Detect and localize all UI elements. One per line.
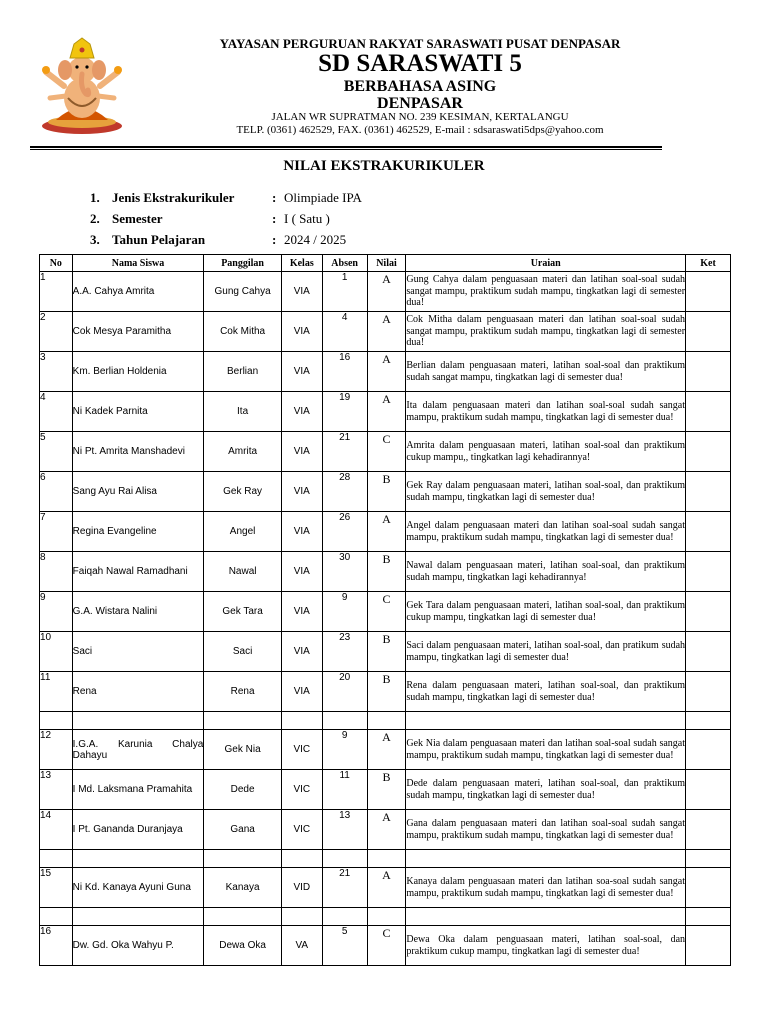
table-row [40, 810, 731, 850]
cell-description: Nawal dalam penguasaan materi, latihan soal-soal, dan praktikum sudah mampu, tingkatkan lagi kehadirannya! [406, 552, 686, 592]
cell-attendance-number: 9 [322, 592, 367, 632]
cell-class: VIA [281, 512, 322, 552]
cell-student-name: I Md. Laksmana Pramahita [72, 770, 204, 810]
cell-attendance-number: 21 [322, 868, 367, 908]
cell-class: VIA [281, 672, 322, 712]
header-divider [30, 146, 662, 148]
ganesha-logo-icon [38, 36, 126, 136]
cell-nickname: Amrita [204, 432, 282, 472]
cell-no: 4 [40, 392, 73, 432]
cell-student-name: Dw. Gd. Oka Wahyu P. [72, 926, 204, 966]
cell-remarks [686, 592, 731, 632]
meta-colon: : [272, 211, 277, 226]
cell-attendance-number: 5 [322, 926, 367, 966]
cell-student-name: G.A. Wistara Nalini [72, 592, 204, 632]
cell-description: Gana dalam penguasaan materi dan latihan soal-soal sudah sangat mampu, praktikum sudah mampu, tingkatkan lagi di semester dua! [406, 810, 686, 850]
cell-student-name: Saci [72, 632, 204, 672]
cell-grade: A [367, 868, 406, 908]
table-row [40, 770, 731, 810]
empty-cell [72, 712, 204, 730]
empty-cell [406, 908, 686, 926]
cell-class: VIA [281, 272, 322, 312]
cell-no: 12 [40, 730, 73, 770]
table-row [40, 352, 731, 392]
cell-grade: A [367, 392, 406, 432]
cell-remarks [686, 632, 731, 672]
cell-student-name: I.G.A. Karunia Chalya Dahayu [72, 730, 204, 770]
cell-description: Gek Tara dalam penguasaan materi, latihan soal-soal, dan praktikum cukup mampu, tingkatkan lagi di semester dua! [406, 592, 686, 632]
cell-student-name: Ni Pt. Amrita Manshadevi [72, 432, 204, 472]
school-contact: TELP. (0361) 462529, FAX. (0361) 462529, E-mail : sdsaraswati5dps@yahoo.com [236, 124, 604, 136]
school-address: JALAN WR SUPRATMAN NO. 239 KESIMAN, KERTALANGU [271, 111, 569, 123]
empty-cell [72, 908, 204, 926]
cell-grade: A [367, 272, 406, 312]
cell-attendance-number: 9 [322, 730, 367, 770]
cell-nickname: Saci [204, 632, 282, 672]
cell-remarks [686, 552, 731, 592]
cell-description: Gek Nia dalam penguasaan materi dan latihan soal-soal sudah sangat mampu, praktikum sudah mampu, tingkatkan lagi di semester dua! [406, 730, 686, 770]
cell-class: VA [281, 926, 322, 966]
cell-student-name: Sang Ayu Rai Alisa [72, 472, 204, 512]
cell-nickname: Gek Nia [204, 730, 282, 770]
cell-nickname: Berlian [204, 352, 282, 392]
cell-nickname: Gung Cahya [204, 272, 282, 312]
school-name: SD SARASWATI 5 [318, 50, 522, 77]
cell-description: Angel dalam penguasaan materi dan latihan soal-soal sudah sangat mampu, praktikum sudah mampu, tingkatkan lagi di semester dua! [406, 512, 686, 552]
empty-cell [686, 712, 731, 730]
cell-description: Dede dalam penguasaan materi, latihan soal-soal, dan praktikum sudah mampu, tingkatkan lagi di semester dua! [406, 770, 686, 810]
empty-cell [204, 850, 282, 868]
cell-description: Rena dalam penguasaan materi, latihan soal-soal, dan praktikum sudah mampu, tingkatkan lagi di semester dua! [406, 672, 686, 712]
meta-row-activity [90, 190, 362, 206]
cell-grade: A [367, 352, 406, 392]
cell-grade: A [367, 810, 406, 850]
cell-student-name: Ni Kd. Kanaya Ayuni Guna [72, 868, 204, 908]
cell-attendance-number: 13 [322, 810, 367, 850]
cell-description: Dewa Oka dalam penguasaan materi, latihan soal-soal, dan praktikum cukup mampu, tingkatkan lagi di semester dua! [406, 926, 686, 966]
cell-class: VID [281, 868, 322, 908]
cell-no: 1 [40, 272, 73, 312]
cell-no: 3 [40, 352, 73, 392]
cell-no: 11 [40, 672, 73, 712]
cell-attendance-number: 4 [322, 312, 367, 352]
cell-nickname: Rena [204, 672, 282, 712]
cell-grade: A [367, 312, 406, 352]
cell-remarks [686, 730, 731, 770]
cell-no: 7 [40, 512, 73, 552]
table-row [40, 592, 731, 632]
empty-cell [367, 850, 406, 868]
col-header-nama: Nama Siswa [72, 255, 204, 272]
cell-no: 6 [40, 472, 73, 512]
cell-student-name: Cok Mesya Paramitha [72, 312, 204, 352]
table-header-row [40, 255, 731, 272]
cell-no: 8 [40, 552, 73, 592]
meta-number: 2. [90, 211, 100, 226]
cell-student-name: I Pt. Gananda Duranjaya [72, 810, 204, 850]
header-divider-thin [30, 149, 662, 150]
table-row [40, 868, 731, 908]
cell-student-name: Ni Kadek Parnita [72, 392, 204, 432]
empty-cell [367, 712, 406, 730]
cell-grade: C [367, 432, 406, 472]
table-row [40, 552, 731, 592]
cell-grade: C [367, 926, 406, 966]
cell-nickname: Angel [204, 512, 282, 552]
cell-remarks [686, 472, 731, 512]
table-row [40, 672, 731, 712]
cell-no: 14 [40, 810, 73, 850]
cell-student-name: Regina Evangeline [72, 512, 204, 552]
cell-nickname: Gek Tara [204, 592, 282, 632]
cell-grade: B [367, 672, 406, 712]
cell-class: VIA [281, 352, 322, 392]
cell-remarks [686, 312, 731, 352]
empty-cell [204, 908, 282, 926]
cell-class: VIA [281, 312, 322, 352]
meta-colon: : [272, 232, 277, 247]
cell-class: VIA [281, 632, 322, 672]
table-row-empty [40, 850, 731, 868]
cell-grade: A [367, 512, 406, 552]
empty-cell [367, 908, 406, 926]
cell-attendance-number: 20 [322, 672, 367, 712]
cell-remarks [686, 926, 731, 966]
empty-cell [281, 908, 322, 926]
cell-nickname: Dewa Oka [204, 926, 282, 966]
cell-attendance-number: 21 [322, 432, 367, 472]
page-title: NILAI EKSTRAKURIKULER [283, 158, 485, 174]
empty-cell [40, 712, 73, 730]
empty-cell [322, 850, 367, 868]
cell-remarks [686, 770, 731, 810]
col-header-no: No [40, 255, 73, 272]
meta-label: Tahun Pelajaran [112, 232, 206, 247]
cell-remarks [686, 352, 731, 392]
cell-no: 16 [40, 926, 73, 966]
cell-class: VIA [281, 552, 322, 592]
cell-attendance-number: 26 [322, 512, 367, 552]
cell-description: Gung Cahya dalam penguasaan materi dan latihan soal-soal sudah sangat mampu, praktikum sudah mampu, tingkatkan lagi di semester dua! [406, 272, 686, 312]
table-row [40, 632, 731, 672]
meta-row-semester [90, 211, 330, 227]
table-row [40, 926, 731, 966]
cell-class: VIC [281, 770, 322, 810]
cell-description: Kanaya dalam penguasaan materi dan latihan soa-soal sudah sangat mampu, praktikum sudah mampu, tingkatkan lagi di semester dua! [406, 868, 686, 908]
meta-number: 1. [90, 190, 100, 205]
school-subtitle: BERBAHASA ASING [343, 78, 497, 95]
table-row [40, 392, 731, 432]
foundation-name: YAYASAN PERGURUAN RAKYAT SARASWATI PUSAT DENPASAR [219, 36, 621, 51]
empty-cell [322, 712, 367, 730]
meta-label: Jenis Ekstrakurikuler [112, 190, 235, 205]
table-row [40, 730, 731, 770]
empty-cell [204, 712, 282, 730]
table-row [40, 432, 731, 472]
meta-row-year [90, 232, 346, 248]
cell-grade: A [367, 730, 406, 770]
cell-attendance-number: 30 [322, 552, 367, 592]
col-header-absen: Absen [322, 255, 367, 272]
meta-value: Olimpiade IPA [284, 190, 362, 205]
empty-cell [281, 850, 322, 868]
cell-grade: C [367, 592, 406, 632]
cell-nickname: Gek Ray [204, 472, 282, 512]
cell-remarks [686, 392, 731, 432]
cell-nickname: Gana [204, 810, 282, 850]
cell-description: Amrita dalam penguasaan materi, latihan soal-soal dan praktikum cukup mampu,, tingkatkan lagi kehadirannya! [406, 432, 686, 472]
col-header-ket: Ket [686, 255, 731, 272]
cell-class: VIA [281, 592, 322, 632]
empty-cell [40, 850, 73, 868]
col-header-kelas: Kelas [281, 255, 322, 272]
cell-nickname: Kanaya [204, 868, 282, 908]
cell-attendance-number: 23 [322, 632, 367, 672]
cell-class: VIA [281, 392, 322, 432]
cell-student-name: Km. Berlian Holdenia [72, 352, 204, 392]
cell-remarks [686, 868, 731, 908]
cell-no: 13 [40, 770, 73, 810]
cell-no: 15 [40, 868, 73, 908]
cell-attendance-number: 28 [322, 472, 367, 512]
table-row-empty [40, 712, 731, 730]
cell-remarks [686, 672, 731, 712]
cell-remarks [686, 432, 731, 472]
school-city: DENPASAR [377, 95, 463, 112]
cell-attendance-number: 16 [322, 352, 367, 392]
cell-grade: B [367, 770, 406, 810]
cell-description: Berlian dalam penguasaan materi, latihan soal-soal dan praktikum sudah sangat mampu, tingkatkan lagi di semester dua! [406, 352, 686, 392]
cell-no: 2 [40, 312, 73, 352]
cell-grade: B [367, 472, 406, 512]
cell-nickname: Dede [204, 770, 282, 810]
cell-student-name: Rena [72, 672, 204, 712]
meta-label: Semester [112, 211, 163, 226]
cell-no: 9 [40, 592, 73, 632]
cell-attendance-number: 1 [322, 272, 367, 312]
cell-description: Cok Mitha dalam penguasaan materi dan latihan soal-soal sudah sangat mampu, praktikum sudah mampu, tingkatkan lagi di semester dua! [406, 312, 686, 352]
table-row [40, 472, 731, 512]
col-header-uraian: Uraian [406, 255, 686, 272]
cell-remarks [686, 810, 731, 850]
cell-remarks [686, 272, 731, 312]
col-header-panggilan: Panggilan [204, 255, 282, 272]
cell-class: VIC [281, 730, 322, 770]
empty-cell [72, 850, 204, 868]
meta-value: 2024 / 2025 [284, 232, 347, 247]
empty-cell [322, 908, 367, 926]
cell-nickname: Cok Mitha [204, 312, 282, 352]
cell-description: Saci dalam penguasaan materi, latihan soal-soal, dan pratikum sudah mampu, tingkatkan lagi di semester dua! [406, 632, 686, 672]
table-body [40, 272, 731, 966]
cell-description: Ita dalam penguasaan materi dan latihan soal-soal sudah sangat mampu, praktikum sudah mampu, tingkatkan lagi di semester dua! [406, 392, 686, 432]
meta-value: I ( Satu ) [284, 211, 330, 226]
empty-cell [40, 908, 73, 926]
empty-cell [281, 712, 322, 730]
empty-cell [406, 712, 686, 730]
cell-student-name: Faiqah Nawal Ramadhani [72, 552, 204, 592]
cell-remarks [686, 512, 731, 552]
cell-class: VIA [281, 472, 322, 512]
cell-class: VIC [281, 810, 322, 850]
cell-attendance-number: 19 [322, 392, 367, 432]
cell-student-name: A.A. Cahya Amrita [72, 272, 204, 312]
meta-colon: : [272, 190, 277, 205]
cell-attendance-number: 11 [322, 770, 367, 810]
table-row [40, 272, 731, 312]
meta-number: 3. [90, 232, 100, 247]
table-row [40, 312, 731, 352]
cell-class: VIA [281, 432, 322, 472]
table-row-empty [40, 908, 731, 926]
cell-description: Gek Ray dalam penguasaan materi, latihan soal-soal, dan praktikum sudah mampu, tingkatkan lagi di semester dua! [406, 472, 686, 512]
table-row [40, 512, 731, 552]
cell-nickname: Nawal [204, 552, 282, 592]
grades-table [39, 254, 731, 966]
cell-no: 5 [40, 432, 73, 472]
empty-cell [686, 908, 731, 926]
empty-cell [686, 850, 731, 868]
cell-no: 10 [40, 632, 73, 672]
cell-grade: B [367, 632, 406, 672]
col-header-nilai: Nilai [367, 255, 406, 272]
empty-cell [406, 850, 686, 868]
cell-nickname: Ita [204, 392, 282, 432]
cell-grade: B [367, 552, 406, 592]
